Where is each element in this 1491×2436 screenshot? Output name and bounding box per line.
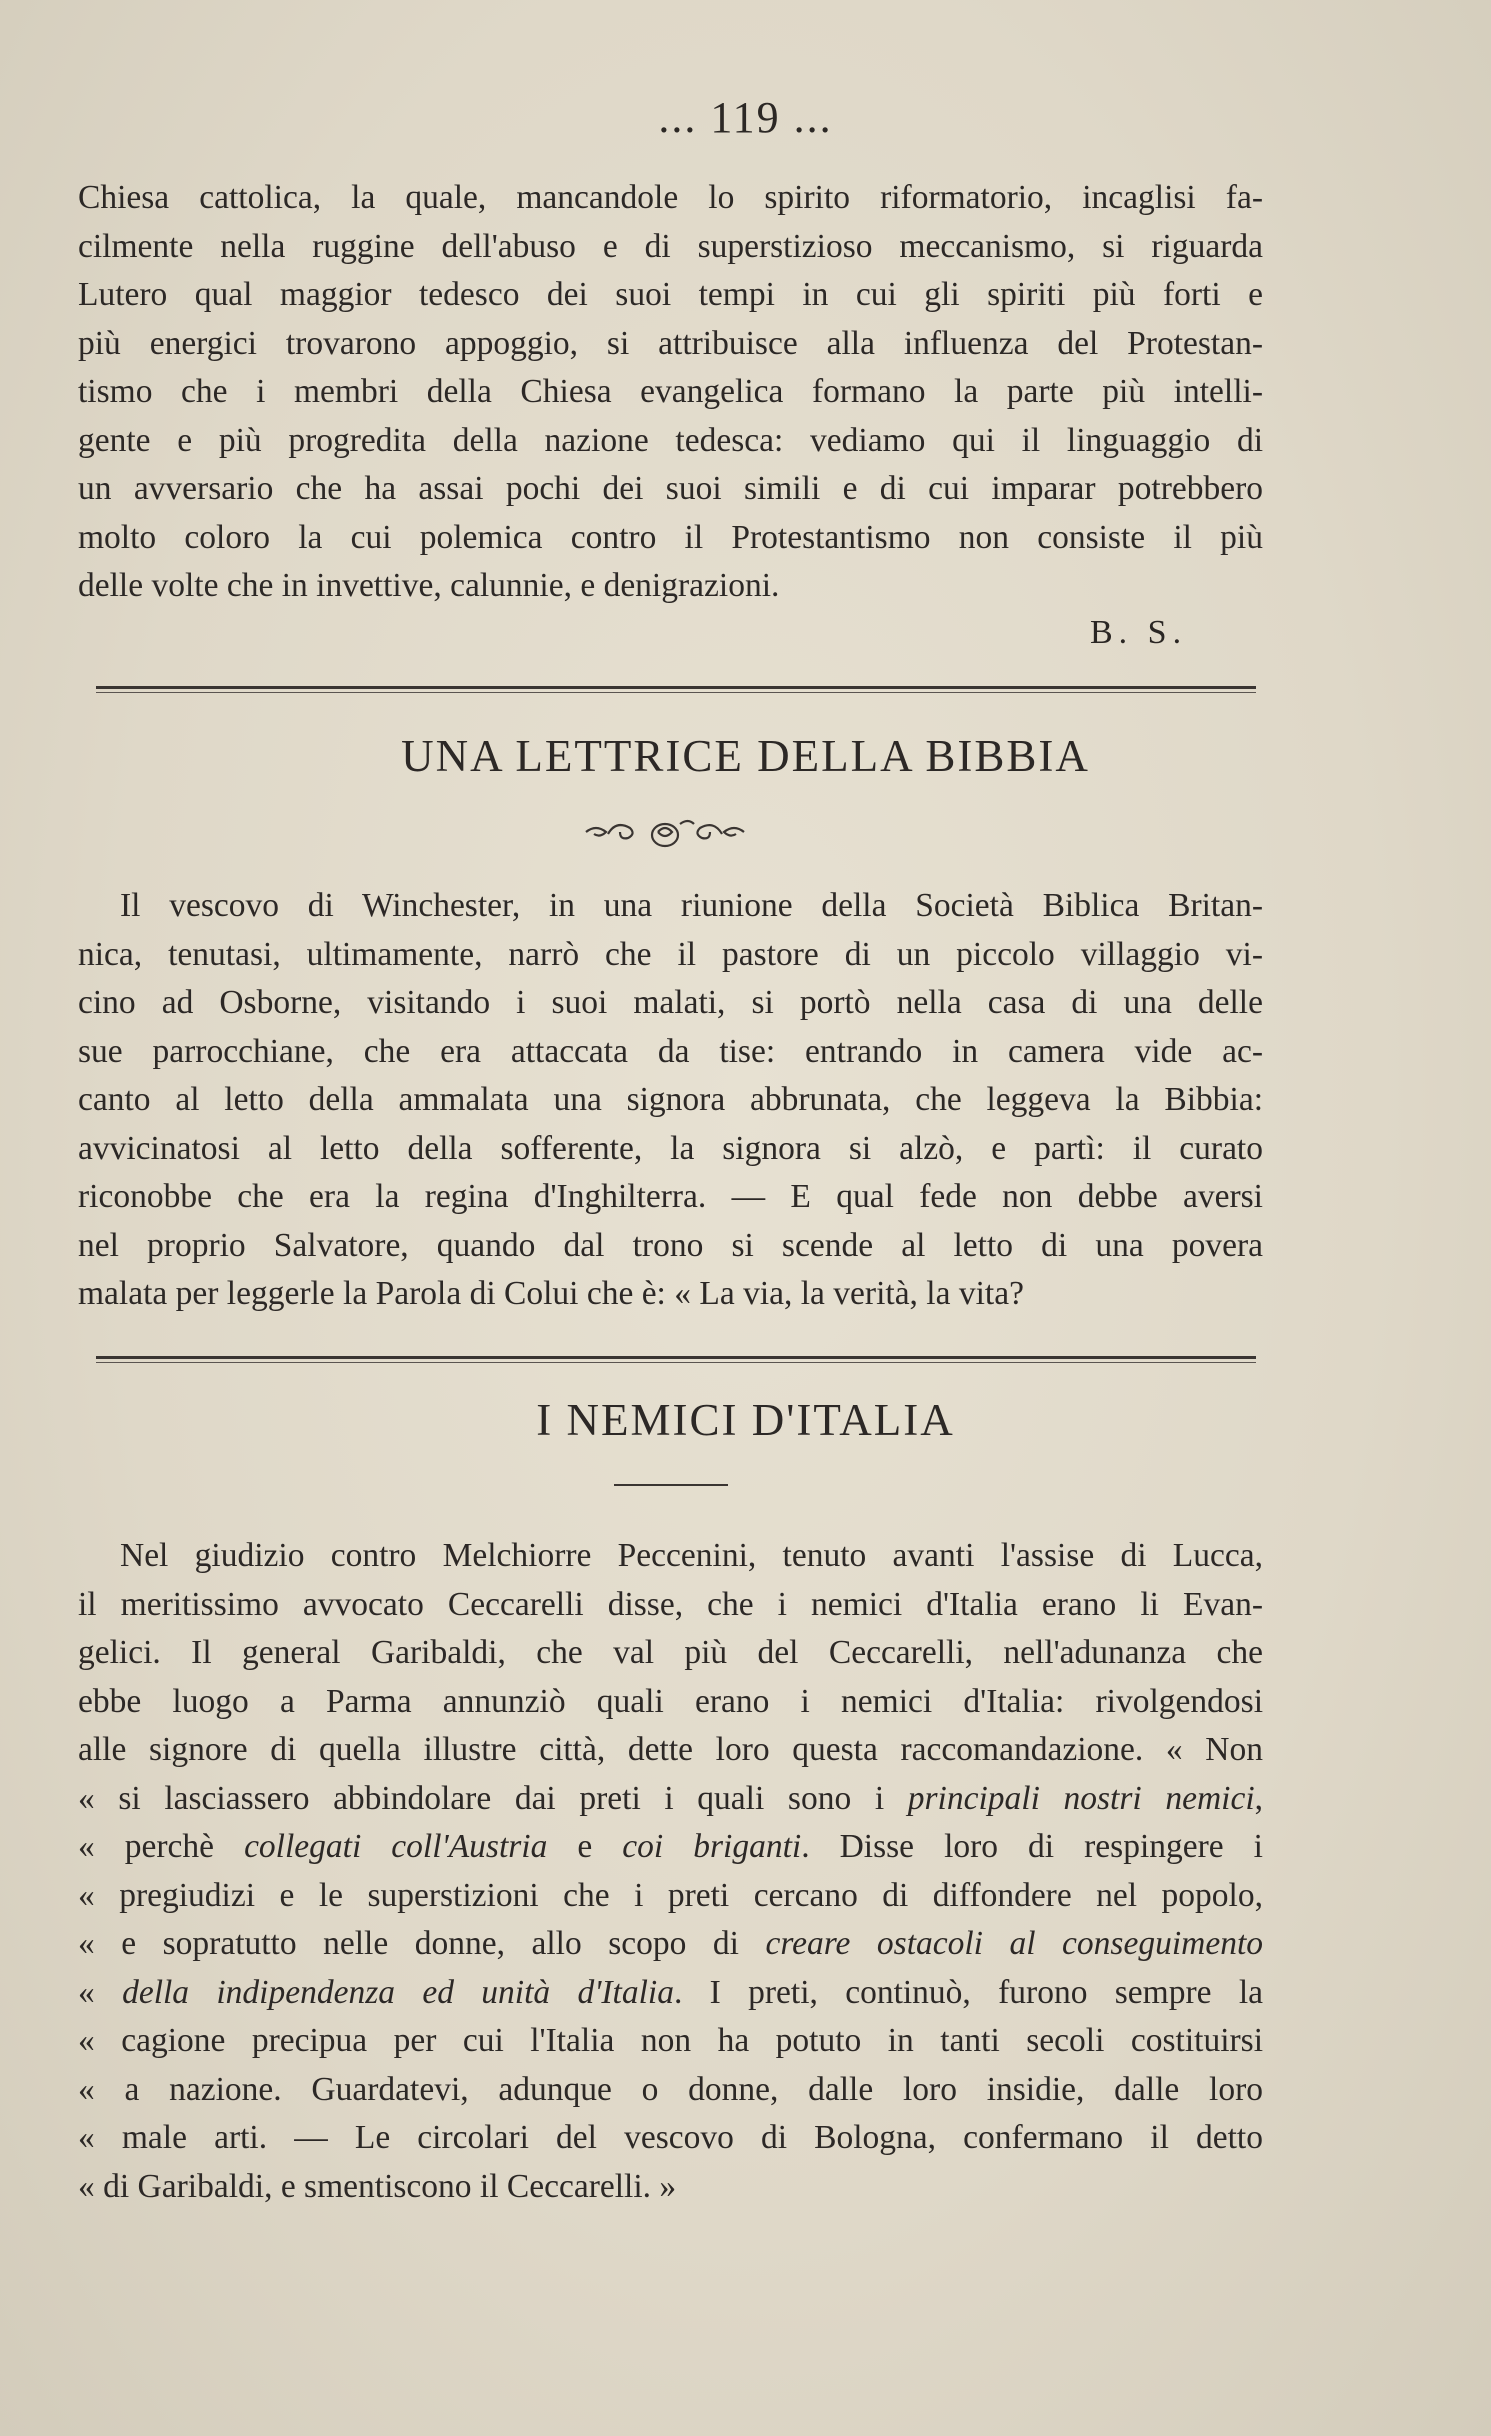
text-run: gelici. Il general Garibaldi, che val più del Ceccarelli, nell'adunanza che	[78, 1634, 1263, 1671]
italic-phrase: coi briganti	[622, 1828, 802, 1865]
text-line: cilmente nella ruggine dell'abuso e di superstizioso meccanismo, si riguarda	[78, 227, 1263, 265]
text-run: ,	[1254, 1779, 1264, 1817]
text-line: Il vescovo di Winchester, in una riunione della Società Biblica Britan-	[120, 887, 1263, 924]
text-line	[78, 1872, 1263, 1921]
text-run: ebbe luogo a Parma annunziò quali erano i nemici d'Italia: rivolgendosi	[78, 1682, 1263, 1720]
text-line: tismo che i membri della Chiesa evangelica formano la parte più intelli-	[78, 373, 1263, 410]
text-run: « male arti. — Le circolari del vescovo di Bologna, confermano il detto	[78, 2119, 1263, 2156]
text-run: « perchè	[78, 1828, 245, 1865]
text-line	[78, 2114, 1263, 2163]
text-line: Lutero qual maggior tedesco dei suoi tempi in cui gli spiriti più forti e	[78, 276, 1263, 313]
text-line: sue parrocchiane, che era attaccata da tise: entrando in camera vide ac-	[78, 1032, 1263, 1070]
section-divider	[96, 1356, 1256, 1363]
italic-phrase: principali nostri nemici	[907, 1779, 1255, 1817]
text-line	[78, 1629, 1263, 1678]
text-line	[78, 1969, 1263, 2018]
text-run: « a nazione. Guardatevi, adunque o donne, dalle loro insidie, dalle loro	[78, 2070, 1263, 2108]
text-run: . Disse loro di respingere i	[801, 1828, 1263, 1865]
text-run: « e sopratutto nelle donne, allo scopo di	[78, 1925, 766, 1962]
text-run: e	[547, 1828, 623, 1865]
section-divider	[96, 686, 1256, 693]
text-line	[78, 1678, 1263, 1727]
italic-phrase: collegati coll'Austria	[244, 1828, 548, 1865]
text-run: alle signore di quella illustre città, dette loro questa raccomandazione. « Non	[78, 1731, 1263, 1768]
article-title: I NEMICI D'ITALIA	[536, 1395, 955, 1445]
italic-phrase: della indipendenza ed unità d'Italia	[122, 1973, 674, 2011]
text-line	[78, 1532, 1263, 1581]
text-run: « pregiudizi e le superstizioni che i preti cercano di diffondere nel popolo,	[78, 1876, 1263, 1914]
text-line: molto coloro la cui polemica contro il Protestantismo non consiste il più	[78, 518, 1263, 556]
text-line: malata per leggerle la Parola di Colui che è: « La via, la verità, la vita?	[78, 1275, 1024, 1312]
ornament-icon	[580, 814, 750, 852]
text-line	[78, 2066, 1263, 2115]
text-run: « cagione precipua per cui l'Italia non ha potuto in tanti secoli costituirsi	[78, 2022, 1263, 2059]
intro-paragraph	[78, 174, 1263, 611]
text-line: più energici trovarono appoggio, si attribuisce alla influenza del Protestan-	[78, 324, 1263, 362]
text-line	[78, 2163, 1263, 2212]
text-run: « di Garibaldi, e smentiscono il Ceccarelli. »	[78, 2167, 677, 2205]
text-line: un avversario che ha assai pochi dei suoi simili e di cui imparar potrebbero	[78, 470, 1263, 507]
text-line: canto al letto della ammalata una signora abbrunata, che leggeva la Bibbia:	[78, 1081, 1263, 1118]
text-run: Nel giudizio contro Melchiorre Peccenini, tenuto avanti l'assise di Lucca,	[120, 1537, 1263, 1574]
text-line: cino ad Osborne, visitando i suoi malati, si portò nella casa di una delle	[78, 984, 1263, 1021]
text-line: avvicinatosi al letto della sofferente, la signora si alzò, e partì: il curato	[78, 1129, 1263, 1167]
title-underline	[614, 1484, 728, 1486]
article-title: UNA LETTRICE DELLA BIBBIA	[401, 731, 1090, 781]
text-run: il meritissimo avvocato Ceccarelli disse, che i nemici d'Italia erano li Evan-	[78, 1585, 1263, 1623]
text-line: riconobbe che era la regina d'Inghilterra. — E qual fede non debbe aversi	[78, 1178, 1263, 1215]
article-body	[78, 882, 1263, 1319]
text-line	[78, 2017, 1263, 2066]
text-line: Chiesa cattolica, la quale, mancandole lo spirito riformatorio, incaglisi fa-	[78, 179, 1263, 216]
text-line: nel proprio Salvatore, quando dal trono si scende al letto di una povera	[78, 1226, 1263, 1264]
article-body	[78, 1532, 1263, 2211]
text-line	[78, 1775, 1263, 1824]
page-number: ... 119 ...	[658, 93, 833, 142]
signature: B. S.	[1090, 614, 1188, 651]
text-line	[78, 1823, 1263, 1872]
text-run: « si lasciassero abbindolare dai preti i quali sono i	[78, 1779, 908, 1817]
text-line: nica, tenutasi, ultimamente, narrò che il pastore di un piccolo villaggio vi-	[78, 935, 1263, 973]
text-line: gente e più progredita della nazione tedesca: vediamo qui il linguaggio di	[78, 421, 1263, 459]
text-run: «	[78, 1973, 123, 2011]
italic-phrase: creare ostacoli al conseguimento	[765, 1925, 1264, 1962]
text-line	[78, 1726, 1263, 1775]
text-run: . I preti, continuò, furono sempre la	[673, 1973, 1263, 2011]
text-line	[78, 1581, 1263, 1630]
text-line	[78, 1920, 1263, 1969]
text-line: delle volte che in invettive, calunnie, e denigrazioni.	[78, 567, 780, 604]
